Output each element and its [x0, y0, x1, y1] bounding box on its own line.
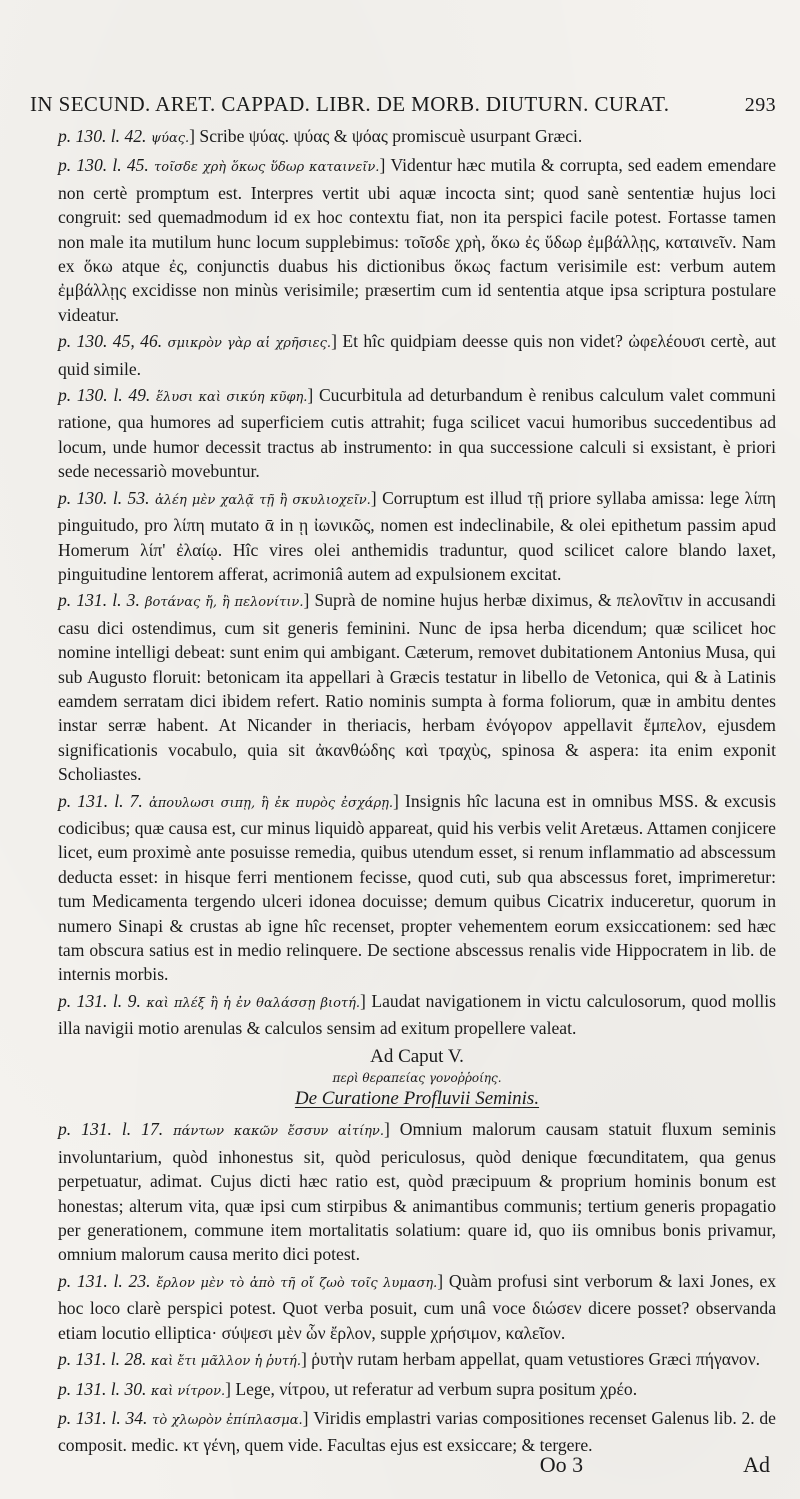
- page-number: 293: [744, 94, 776, 116]
- line-reference: p. 130. l. 42.: [58, 126, 147, 146]
- greek-lemma: ἕλυσι καὶ σικύη κῦφη.: [156, 390, 308, 406]
- commentary-paragraph: [58, 1269, 776, 1345]
- greek-lemma: πάντων κακῶν ἔσσυν αἰτίην.: [173, 1124, 384, 1140]
- commentary-paragraph: [58, 1377, 776, 1404]
- commentary-text: ] Corruptum est illud τῇ priore syllaba amissa: lege λίπη pinguitudo, pro λίπη mutato ᾱ in ῃ ἰωνικῶς, nomen est indeclinabile, & olei epithetum passim apud Homerum λίπ' ἐλαίῳ. Hîc vires olei anthemidis traduntur, quod scilicet calore blando laxet, pinguitudine lentorem afferat, acrimoniâ autem ad expulsionem excitat.: [58, 487, 777, 584]
- greek-lemma: ἀπουλωσι σιπῃ, ἢ ἐκ πυρὸς ἐσχάρῃ.: [148, 795, 394, 811]
- line-reference: p. 131. l. 34.: [58, 1407, 148, 1428]
- commentary-text: ] Insignis hîc lacuna est in omnibus MSS. & excusis codicibus; quæ causa est, cur minus liquidò appareat, quid his verbis velit Aretæus. Attamen conjicere licet, eum proximè ante posuisse remedia, quibus utendum esset, si renum inflammatio ad abscessum deducta esset: in hisque ferri mentionem fecisse, quod cuti, sub qua abscessus foret, imprimeretur: tum Medicamenta tergendo ulceri idonea docuisse; demum quibus Cicatrix induceretur, quorum in numero Sinapi & crustas ab igne hîc recenset, propter vehementem eorum exsiccationem: sed hæc tam obscura satius est in medio relinquere. De sectione abscessus renalis vide Hippocratem in lib. de internis morbis.: [58, 790, 776, 985]
- greek-lemma: ψύας.: [150, 131, 190, 146]
- catchword: Ad: [743, 1452, 770, 1477]
- line-reference: p. 131. l. 7.: [58, 790, 143, 811]
- greek-lemma: καὶ πλέξ ἢ ἡ ἐν θαλάσσῃ βιοτή.: [146, 995, 361, 1011]
- section-title: De Curatione Profluvii Seminis.: [294, 1088, 540, 1110]
- commentary-text: ] Omnium malorum causam statuit fluxum seminis involuntarium, quòd inhonestus sit, quòd periculosus, quòd denique fœcunditatem, qua genus perpetuatur, adimat. Cujus dicti hæc ratio est, quòd præcipuum & proprium hominis bonum est honestas; alterum vita, quæ ipsi cum stirpibus & animantibus communis; tertium generis propagatio per generationem, commune item mortalitatis solatium: quare id, quo iis omnibus bonis privamur, omnium malorum causa merito dici potest.: [58, 1119, 776, 1265]
- commentary-paragraph: [58, 124, 776, 151]
- commentary-paragraph: [58, 153, 776, 327]
- section-greek-subtitle: περὶ θεραπείας γονοῤῥοίης.: [332, 1071, 502, 1086]
- commentary-paragraph: [58, 588, 776, 786]
- line-reference: p. 131. l. 30.: [58, 1378, 147, 1399]
- commentary-text: ] Scribe ψύας. ψύας & ψόας promiscuè usurpant Græci.: [189, 126, 583, 146]
- commentary-text: ] Et hîc quidpiam deesse quis non videt? ὠφελέουσι certè, aut quid simile.: [58, 331, 776, 379]
- section-heading: Ad Caput V.: [370, 1045, 464, 1067]
- commentary-paragraph: [58, 1117, 776, 1266]
- line-reference: p. 131. l. 17.: [58, 1119, 164, 1140]
- line-reference: p. 131. l. 3.: [58, 590, 140, 611]
- line-reference: p. 131. l. 9.: [58, 990, 141, 1011]
- greek-lemma: καὶ ἔτι μᾶλλον ἡ ῥυτή.: [150, 1354, 301, 1370]
- commentary-text: ] Laudat navigationem in victu calculosorum, quod mollis illa navigii motio arenulas & calculos sensim ad exitum propellere valeat.: [58, 990, 776, 1039]
- line-reference: p. 130. l. 49.: [58, 385, 151, 406]
- greek-lemma: ἔρλον μὲν τὸ ἀπὸ τῆ οἴ ζωὸ τοῖς λυμαση.: [156, 1275, 438, 1291]
- commentary-paragraph: [58, 329, 776, 381]
- line-reference: p. 130. l. 45.: [58, 155, 149, 176]
- commentary-text: ] ῥυτὴν rutam herbam appellat, quam vetustiores Græci πήγανον.: [300, 1349, 761, 1370]
- greek-lemma: σμικρὸν γὰρ αἱ χρῆσιες.: [167, 336, 332, 352]
- greek-lemma: καὶ νίτρον.: [150, 1383, 226, 1399]
- commentary-paragraph: [58, 789, 776, 987]
- commentary-text: ] Cucurbitula ad deturbandum è renibus calculum valet communi ratione, qua humores ad superficiem cutis attrahit; fuga scilicet vacui humoribus succedentibus ad locum, unde humor decessit tractus ab instrumento: in qua successione calculi si exsistant, è priori sede necessariò movebuntur.: [58, 385, 776, 482]
- page-body: [58, 124, 776, 1460]
- commentary-paragraph: [58, 989, 776, 1041]
- running-title: IN SECUND. ARET. CAPPAD. LIBR. DE MORB. DIUTURN. CURAT.: [30, 92, 670, 116]
- greek-lemma: τοῖσδε χρὴ ὅκως ὕδωρ καταινεῖν.: [154, 160, 380, 176]
- line-reference: p. 131. l. 28.: [58, 1349, 147, 1370]
- commentary-text: ] Lege, νίτρου, ut referatur ad verbum supra positum χρέο.: [225, 1378, 638, 1399]
- page-footer: [30, 1452, 770, 1478]
- commentary-paragraph: [58, 1347, 776, 1374]
- line-reference: p. 130. l. 53.: [58, 487, 150, 508]
- commentary-text: ] Suprà de nomine hujus herbæ diximus, & πελονῖτιν in accusandi casu dici ostendimus, cum sit generis feminini. Nunc de ipsa herba dicendum; quæ scilicet hoc nomine intelligi debeat: sunt enim qui ambigant. Cæterum, removet dubitationem Antonius Musa, qui sub Augusto floruit: betonicam ita appellari à Græcis testatur in libello de Vetonica, qui & à Latinis eamdem serratam dici ibidem refert. Ratio nominis sumpta à forma foliorum, quæ in ambitu dentes instar serræ habent. At Nicander in theriacis, herbam ἐνόγορον appellavit ἔμπελον, ejusdem significationis vocabulo, quia sit ἀκανθώδης καὶ τραχὺς, spinosa & aspera: ita enim exponit Scholiastes.: [58, 590, 777, 785]
- commentary-paragraph: [58, 383, 776, 484]
- signature-mark: Oo 3: [539, 1452, 584, 1477]
- greek-lemma: βοτάνας ἤ, ἢ πελονίτιν.: [144, 595, 304, 611]
- commentary-text: ] Viridis emplastri varias compositiones recenset Galenus lib. 2. de composit. medic. κτ γένη, quem vide. Facultas ejus est exsiccare; & tergere.: [58, 1407, 776, 1456]
- greek-lemma: ἀλέη μὲν χαλᾷ τῇ ἢ σκυλιοχεῖν.: [154, 492, 371, 508]
- line-reference: p. 131. l. 23.: [58, 1270, 151, 1291]
- commentary-text: ] Videntur hæc mutila & corrupta, sed eadem emendare non certè promptum est. Interpres vertit ubi aquæ incocta sint; quod sanè sententiæ hujus loci congruit: sed quemadmodum id ex hoc contextu fiat, non ita perspici facile potest. Fortasse tamen non male ita mutilum hunc locum supplebimus: τοῖσδε χρὴ, ὅκω ἐς ὕδωρ ἐμβάλλῃς, καταινεῖν. Nam ex ὅκω atque ἐς, conjunctis duabus his dictionibus ὅκως factum verisimile est: verbum autem ἐμβάλλῃς excidisse non minùs verisimile; præsertim cum id sententia atque ipsa scriptura postulare videatur.: [58, 155, 777, 325]
- line-reference: p. 130. 45, 46.: [58, 331, 163, 352]
- commentary-paragraph: [58, 486, 776, 587]
- commentary-paragraph: [58, 1406, 776, 1458]
- greek-lemma: τὸ χλωρὸν ἐπίπλασμα.: [152, 1412, 303, 1428]
- commentary-text: ] Quàm profusi sint verborum & laxi Jones, ex hoc loco clarè perspici potest. Quot verba posuit, cum unâ voce διώσεν dicere posset? observanda etiam locutio elliptica· σύψεσι μὲν ὧν ἔρλον, supple χρήσιμον, καλεῖον.: [58, 1270, 777, 1343]
- running-head: [30, 92, 776, 117]
